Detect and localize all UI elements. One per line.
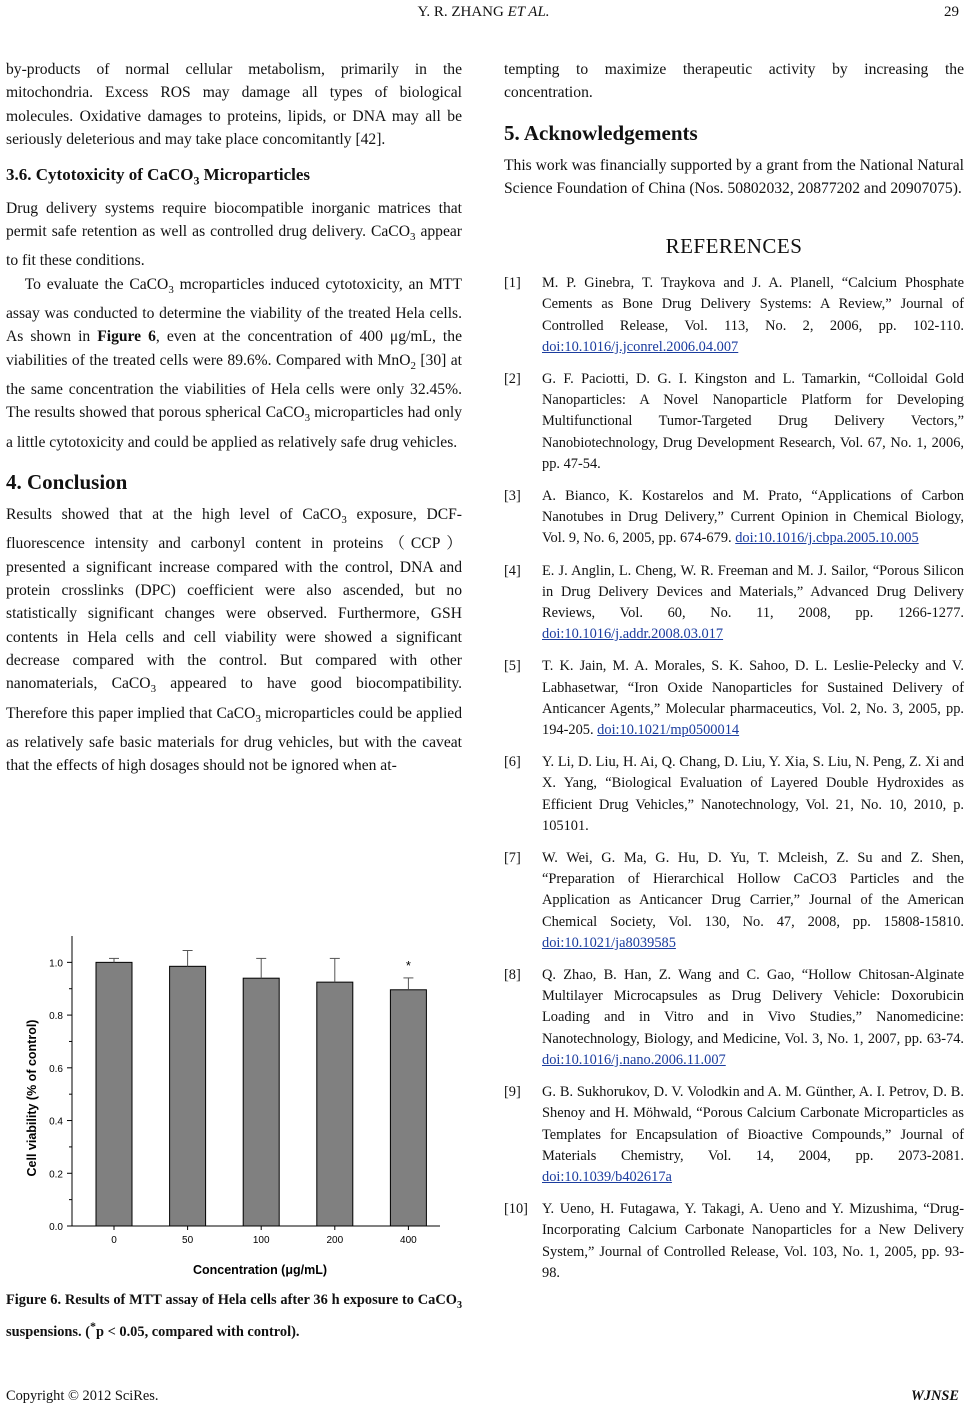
reference-text: Y. Li, D. Liu, H. Ai, Q. Chang, D. Liu, Y. Xia, S. Liu, N. Peng, Z. Xi and X. Yang, “Biological Evaluation of Layered Double Hydroxides as Efficient Drug Vehicles,” Nanotechnology, Vol. 21, No. 10, 2010, p. 105101. — [542, 754, 964, 834]
bar — [317, 982, 353, 1226]
paragraph: This work was financially supported by a grant from the National Natural Science Foundation of China (Nos. 50802032, 20877202 and 20907075). — [504, 156, 964, 197]
reference-text: W. Wei, G. Ma, G. Hu, D. Yu, T. Mcleish, Z. Su and Z. Shen, “Preparation of Hierarchical Hollow CaCO3 Particles and the Application as Anticancer Drug Carrier,” Journal of the American Chemical Society, Vol. 130, No. 47, 2008, pp. 15808-15810. — [542, 850, 964, 930]
reference-number: [2] — [504, 371, 521, 387]
right-column — [504, 58, 964, 1295]
section-heading-3-6: 3.6. Cytotoxicity of CaCO$_3$ Microparticles — [6, 165, 311, 188]
reference-text: G. F. Paciotti, D. G. I. Kingston and L. Tamarkin, “Colloidal Gold Nanoparticles: A Novel Nanoparticle Platform for Developing Multifunctional Tumor-Targeted Drug Delivery Vectors,” Nanobiotechnology, Drug Development Research, Vol. 67, No. 1, 2006, pp. 47-54. — [542, 371, 964, 472]
reference-item — [504, 965, 964, 1071]
reference-number: [8] — [504, 967, 521, 984]
reference-number: [4] — [504, 562, 521, 579]
reference-text: Q. Zhao, B. Han, Z. Wang and C. Gao, “Hollow Chitosan-Alginate Multilayer Microcapsules as Drug Delivery Vehicle: Doxorubicin Loading and in Vitro and in Vivo Studies,” Nanomedicine: Nanotechnology, Biology, and Medicine, Vol. 3, No. 1, 2007, pp. 63-74. — [542, 967, 964, 1047]
reference-item — [504, 1199, 964, 1284]
reference-number: [1] — [504, 275, 521, 292]
reference-item — [504, 273, 964, 358]
bar-chart — [6, 928, 462, 1278]
reference-text: Y. Ueno, H. Futagawa, Y. Takagi, A. Ueno and Y. Mizushima, “Drug-Incorporating Calcium Carbonate Nanoparticles for a New Delivery System,” Journal of Controlled Release, Vol. 103, No. 1, 2005, pp. 93-98. — [542, 1201, 964, 1281]
x-axis-label: Concentration (μg/mL) — [192, 1263, 328, 1277]
y-tick-label: 0.2 — [49, 1169, 63, 1181]
reference-number: [7] — [504, 850, 521, 867]
reference-number: [5] — [504, 658, 521, 675]
reference-text: M. P. Ginebra, T. Traykova and J. A. Planell, “Calcium Phosphate Cements as Bone Drug Delivery Systems: A Review,” Journal of Controlled Release, Vol. 113, No. 2, 2006, pp. 102-110. — [542, 275, 964, 334]
reference-text: E. J. Anglin, L. Cheng, W. R. Freeman and M. J. Sailor, “Porous Silicon in Drug Delivery Devices and Materials,” Advanced Drug Delivery Reviews, Vol. 60, No. 11, 2008, pp. 1266-1277. — [542, 562, 964, 622]
reference-number: [6] — [504, 754, 521, 771]
section-heading-conclusion: 4. Conclusion — [6, 469, 128, 494]
reference-item — [504, 561, 964, 646]
x-tick-label: 50 — [182, 1235, 194, 1246]
paragraph: by-products of normal cellular metabolism, primarily in the mitochondria. Excess ROS may damage all types of biological molecules. Oxidative damages to proteins, lipids, or DNA may all be seriously deleterious and may take place concomitantly [42]. — [6, 61, 462, 148]
reference-text: A. Bianco, K. Kostarelos and M. Prato, “Applications of Carbon Nanotubes in Drug Delivery,” Current Opinion in Chemical Biology, Vol. 9, No. 6, 2005, pp. 674-679. — [542, 488, 964, 547]
bar — [243, 978, 279, 1226]
paragraph: tempting to maximize therapeutic activity by increasing the concentration. — [504, 61, 964, 102]
y-axis-label: Cell viability (% of control) — [25, 1019, 39, 1177]
paragraph: Results showed that at the high level of CaCO$_3$ exposure, DCF-fluorescence intensity and carbonyl content in proteins（CCP） presented a significant increase compared with the control, DNA and protein crosslinks (DPC) coefficient were also ascended, but no statistically significant changes were observed. Furthermore, GSH contents in Hela cells and cell viability were showed a significant decrease compared with the control. But compared with other nanomaterials, CaCO$_3$ appeared to have good biocompatibility. Therefore this paper implied that CaCO$_3$ microparticles could be applied as relatively safe basic materials for drug vehicles, but with the caveat that the effects of high dosages should not be ignored when at- — [6, 505, 463, 775]
doi-link[interactable]: doi:10.1016/j.cbpa.2005.10.005 — [735, 530, 919, 547]
x-tick-label: 200 — [326, 1235, 344, 1246]
bar — [170, 966, 206, 1226]
figure-6-chart — [6, 928, 462, 1278]
reference-item — [504, 656, 964, 741]
doi-link[interactable]: doi:10.1016/j.nano.2006.11.007 — [542, 1051, 726, 1068]
figure-caption: Figure 6. Results of MTT assay of Hela cells after 36 h exposure to CaCO$_3$ suspensions. (*p < 0.05, compared with control). — [6, 1292, 462, 1340]
reference-number: [3] — [504, 488, 521, 505]
journal-abbrev: WJNSE — [911, 1388, 959, 1404]
doi-link[interactable]: doi:10.1021/ja8039585 — [542, 934, 676, 951]
doi-link[interactable]: doi:10.1016/j.jconrel.2006.04.007 — [542, 338, 739, 355]
paragraph: Drug delivery systems require biocompatible inorganic matrices that permit safe retention as well as controlled drug delivery. CaCO$_3$ appear to fit these conditions. — [6, 199, 462, 270]
section-heading-acknowledgements: 5. Acknowledgements — [504, 120, 698, 145]
running-header — [0, 4, 967, 24]
reference-item — [504, 848, 964, 954]
reference-item — [504, 752, 964, 837]
y-tick-label: 0.0 — [49, 1222, 63, 1233]
copyright: Copyright © 2012 SciRes. — [6, 1388, 159, 1404]
page-number: 29 — [944, 4, 959, 20]
y-tick-label: 0.4 — [49, 1116, 63, 1128]
left-column — [6, 58, 462, 778]
doi-link[interactable]: doi:10.1016/j.addr.2008.03.017 — [542, 626, 724, 643]
reference-list — [504, 273, 964, 1284]
reference-text: G. B. Sukhorukov, D. V. Volodkin and A. M. Günther, A. I. Petrov, D. B. Shenoy and H. Möhwald, “Porous Calcium Carbonate Microparticles as Templates for Encapsulation of Bioactive Compounds,” Journal of Materials Chemistry, Vol. 14, 2004, pp. 2073-2081. — [542, 1084, 964, 1164]
reference-number: [9] — [504, 1084, 521, 1101]
paragraph: To evaluate the CaCO$_3$ mcroparticles induced cytotoxicity, an MTT assay was conducted to determine the viability of the treated Hela cells. As shown in Figure 6, even at the concentration of 400 μg/mL, the viabilities of the treated cells were 89.6%. Compared with MnO$_2$ [30] at the same concentration the viabilities of Hela cells were only 32.45%. The results showed that porous spherical CaCO$_3$ microparticles had only a little cytotoxicity and could be applied as relatively safe drug vehicles. — [6, 275, 462, 451]
y-tick-label: 1.0 — [49, 958, 63, 970]
reference-item — [504, 1082, 964, 1188]
reference-text: T. K. Jain, M. A. Morales, S. K. Sahoo, D. L. Leslie-Pelecky and V. Labhasetwar, “Iron Oxide Nanoparticles for Sustained Delivery of Anticancer Agents,” Molecular pharmaceutics, Vol. 2, No. 3, 2005, pp. 194-205. — [542, 658, 964, 739]
reference-number: [10] — [504, 1201, 528, 1218]
doi-link[interactable]: doi:10.1039/b402617a — [542, 1168, 672, 1185]
significance-marker: * — [405, 957, 411, 973]
references-heading: REFERENCES — [665, 234, 803, 259]
reference-item — [504, 486, 964, 550]
y-tick-label: 0.8 — [49, 1011, 63, 1023]
bar — [96, 962, 132, 1226]
x-tick-label: 400 — [400, 1235, 417, 1246]
doi-link[interactable]: doi:10.1021/mp0500014 — [597, 722, 740, 739]
reference-item — [504, 369, 964, 475]
header-authors: Y. R. ZHANG ET AL. — [417, 4, 550, 20]
x-tick-label: 0 — [111, 1235, 117, 1246]
page-footer — [6, 1388, 961, 1405]
y-tick-label: 0.6 — [49, 1063, 63, 1075]
bar — [390, 990, 426, 1226]
x-tick-label: 100 — [252, 1235, 270, 1246]
